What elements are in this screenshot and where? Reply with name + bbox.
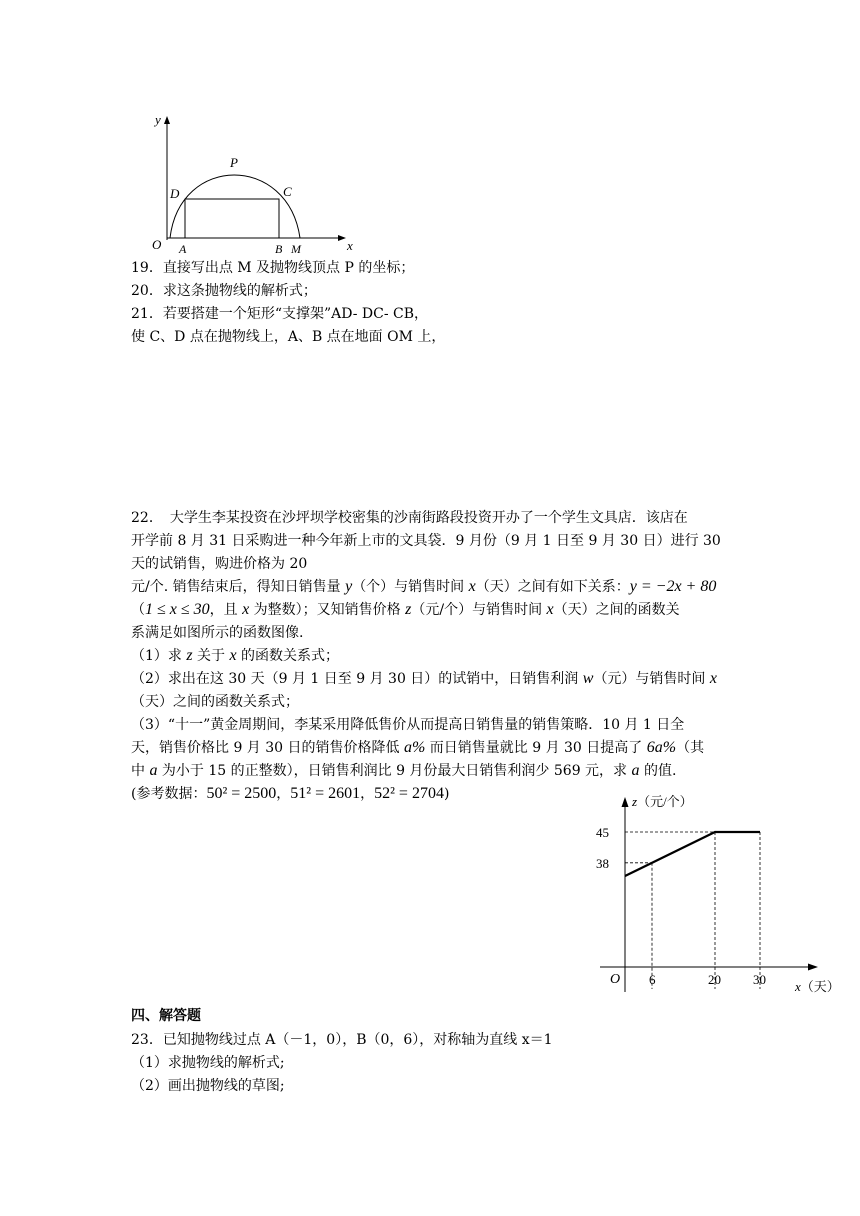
- q22-part1: [131, 646, 339, 666]
- q22-l4a: 元/个. 销售结束后，得知日销售量: [131, 579, 346, 595]
- q22-line1: 22． 大学生李某投资在沙坪坝学校密集的沙南街路段投资开办了一个学生文具店．该店在: [131, 510, 688, 526]
- chart-xlabel: x（天）: [795, 979, 840, 994]
- q22-l5d: （元/个）与销售时间: [411, 602, 547, 618]
- q23-part1: （1）求抛物线的解析式;: [131, 1055, 285, 1071]
- q22-ref1: 50² = 2500: [206, 785, 277, 802]
- q22-p3-a-percent: a%: [403, 739, 426, 756]
- question-20: 20．求这条抛物线的解析式；: [131, 283, 317, 299]
- fig1-parabola-curve: [170, 175, 300, 238]
- q22-part2-line2: （天）之间的函数关系式；: [131, 694, 299, 710]
- q22-ref-close: ): [443, 786, 450, 802]
- q22-p2b: （元）与销售时间: [593, 671, 710, 687]
- chart-origin-label: O: [610, 972, 621, 987]
- parabola-figure: [140, 108, 370, 258]
- q22-p3ca: a: [149, 762, 158, 779]
- q22-p3ca2: a: [631, 762, 640, 779]
- q23-part2: （2）画出抛物线的草图;: [131, 1078, 285, 1094]
- section-4-heading: 四、解答题: [131, 1008, 201, 1024]
- q22-line3: 天的试销售，购进价格为 20: [131, 556, 308, 572]
- q22-p3-6a-percent: 6a%: [646, 739, 677, 756]
- q22-line6: 系满足如图所示的函数图像.: [131, 625, 304, 641]
- q22-p3b3: （其: [676, 740, 705, 756]
- chart-series-line: [625, 832, 760, 876]
- q22-p3c1: 中: [131, 763, 150, 779]
- q22-p2x: x: [709, 670, 717, 687]
- chart-ylabel: z（元/个）: [632, 794, 693, 809]
- q22-p1c: 的函数关系式；: [236, 648, 340, 664]
- q22-l4c: （天）之间有如下关系：: [475, 579, 630, 595]
- chart-ytick-38: 38: [596, 855, 609, 871]
- chart-ytick-45: 45: [596, 825, 609, 840]
- q22-part3-line3: [131, 761, 676, 781]
- q22-reference-data: (参考数据：50² = 2500，51² = 2601，52² = 2704): [131, 785, 450, 802]
- q22-ref3: 52² = 2704: [374, 785, 444, 802]
- q22-l4y: y: [345, 578, 353, 595]
- fig1-label-y: y: [155, 112, 161, 127]
- q22-ref2: 51² = 2601: [290, 785, 361, 802]
- q22-p3c3: 的值.: [639, 763, 677, 779]
- q22-l4b: （个）与销售时间: [352, 579, 469, 595]
- q22-l5c: 为整数）；又知销售价格: [249, 602, 406, 618]
- chart-x-arrow: [808, 964, 818, 971]
- q22-p1x: x: [229, 647, 237, 664]
- q22-p1z: z: [186, 647, 193, 664]
- q22-p1b: 关于: [192, 648, 230, 664]
- q22-p2a: （2）求出在这 30 天（9 月 1 日至 9 月 30 日）的试销中，日销售利润: [131, 671, 583, 687]
- q22-part3-line2: [131, 738, 704, 758]
- question-19: 19．直接写出点 M 及抛物线顶点 P 的坐标；: [131, 260, 415, 276]
- q22-l5x2: x: [546, 601, 554, 618]
- q22-p3b2: 而日销售量就比 9 月 30 日提高了: [425, 740, 647, 756]
- q22-l5a: （: [131, 602, 145, 618]
- chart-z-arrow: [622, 797, 629, 807]
- q22-line5: [131, 600, 680, 620]
- q22-ref-open: (参考数据：: [131, 786, 207, 802]
- chart-xtick-20: 20: [708, 972, 721, 987]
- fig1-label-m: M: [291, 242, 301, 256]
- q22-l5z: z: [405, 601, 412, 618]
- q22-p3b1: 天，销售价格比 9 月 30 日的销售价格降低: [131, 740, 404, 756]
- q22-p1a: （1）求: [131, 648, 187, 664]
- fig1-label-a: A: [179, 242, 187, 256]
- fig1-label-b: B: [275, 242, 283, 256]
- q22-line2: 开学前 8 月 31 日采购进一种今年新上市的文具袋．9 月份（9 月 1 日至 9 月 30 日）进行 30: [131, 533, 721, 549]
- question-21-line1: 21．若要搭建一个矩形“支撑架”AD- DC- CB，: [131, 306, 429, 322]
- q22-part2-line1: [131, 669, 717, 689]
- chart-xtick-6: 6: [649, 972, 656, 987]
- q22-l5x: x: [242, 601, 250, 618]
- fig1-label-c: C: [283, 184, 292, 199]
- fig1-y-arrow: [164, 116, 170, 124]
- q22-p3c2: 为小于 15 的正整数），日销售利润比 9 月份最大日销售利润少 569 元，求: [157, 763, 632, 779]
- q22-l5b: ，且: [209, 602, 243, 618]
- chart-xtick-30: 30: [753, 972, 766, 987]
- fig1-label-p: P: [230, 155, 238, 170]
- q22-l5-inequality: 1 ≤ x ≤ 30: [145, 601, 210, 618]
- q22-part3-line1: （3）“十一”黄金周期间，李某采用降低售价从而提高日销售量的销售策略．10 月 1 日全: [131, 717, 685, 733]
- q23-line1: 23．已知抛物线过点 A（－1，0），B（0，6），对称轴为直线 x＝1: [131, 1032, 553, 1048]
- price-time-chart: [590, 785, 840, 1000]
- q22-line4: [131, 577, 716, 597]
- fig1-rectangle: [185, 199, 279, 238]
- fig1-label-o: O: [152, 237, 162, 252]
- q22-l4x: x: [468, 578, 476, 595]
- fig1-label-x: x: [347, 238, 353, 253]
- fig1-label-d: D: [170, 186, 180, 201]
- question-21-line2: 使 C、D 点在抛物线上，A、B 点在地面 OM 上，: [131, 329, 446, 345]
- fig1-x-arrow: [338, 235, 346, 241]
- q22-p2w: w: [582, 670, 594, 687]
- q22-l4-equation: y = −2x + 80: [629, 578, 717, 595]
- q22-l5e: （天）之间的函数关: [553, 602, 680, 618]
